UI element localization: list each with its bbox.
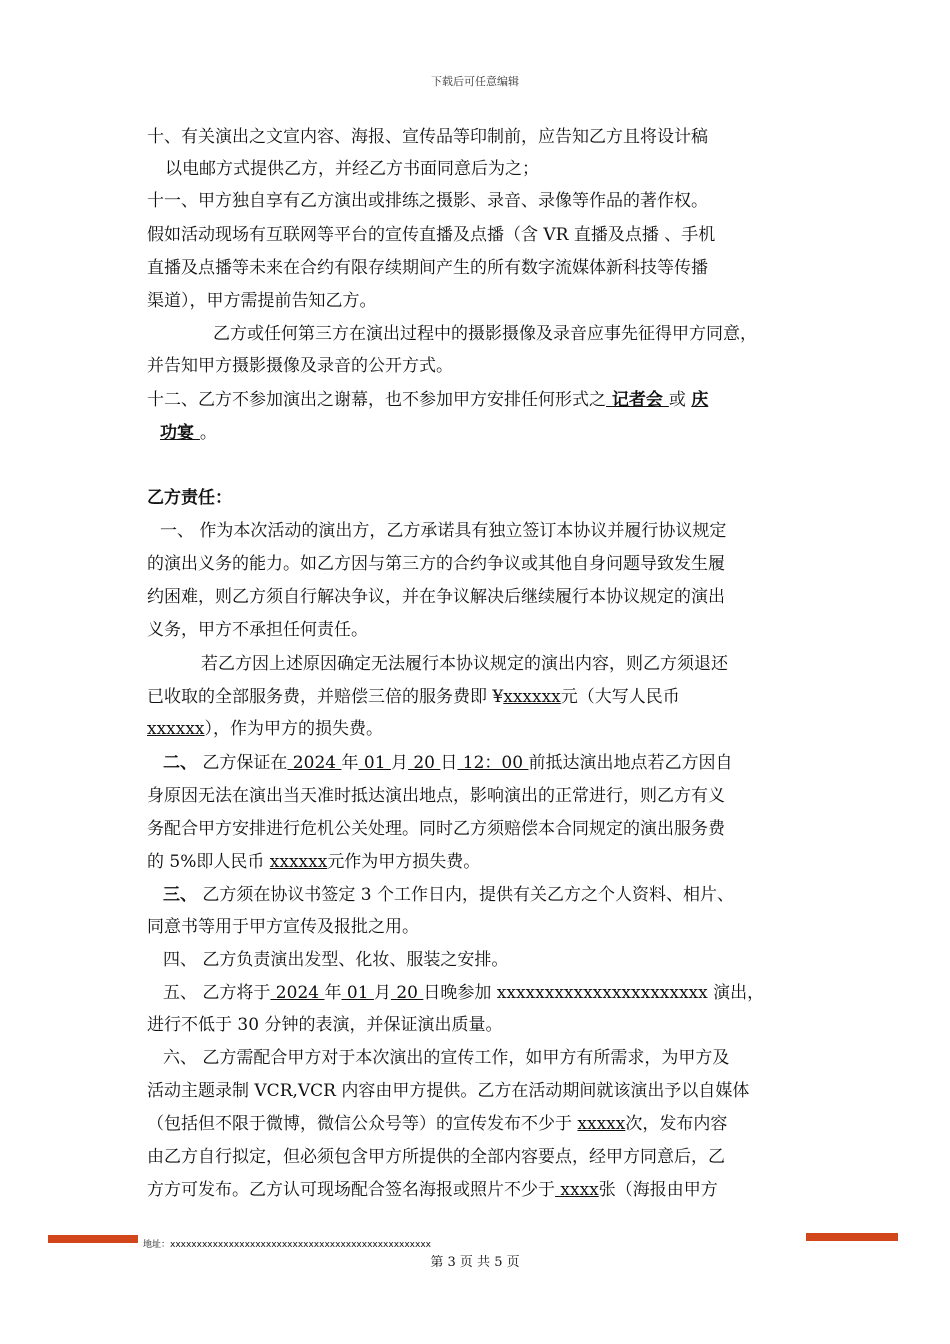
text-span: 的 5%即人民币 (147, 852, 270, 872)
resp-line (147, 1179, 827, 1201)
date-year: 2024 (270, 983, 325, 1003)
text-span: 已收取的全部服务费，并赔偿三倍的服务费即 ¥ (147, 687, 504, 707)
clause-12-or: 或 (668, 390, 692, 410)
section-title: 乙方责任： (147, 488, 232, 508)
clause-number: 二、 (163, 753, 197, 773)
text-span: 次，发布内容 (625, 1114, 728, 1134)
text-span: 元作为甲方损失费。 (327, 852, 481, 872)
date-month: 01 (341, 983, 374, 1003)
text-span: 前抵达演出地点若乙方因自 (528, 753, 733, 773)
paragraph-line: 渠道），甲方需提前告知乙方。 (147, 291, 377, 311)
resp-line: 身原因无法在演出当天准时抵达演出地点，影响演出的正常进行，则乙方有义 (147, 786, 725, 806)
paragraph-line: 以电邮方式提供乙方，并经乙方书面同意后为之； (165, 159, 539, 179)
post-count: xxxxx (577, 1114, 626, 1134)
text-span: 方方可发布。乙方认可现场配合签名海报或照片不少于 (147, 1180, 555, 1200)
paragraph-line: 十一、甲方独自享有乙方演出或排练之摄影、录音、录像等作品的著作权。 (147, 191, 708, 211)
poster-count: xxxx (555, 1180, 599, 1200)
text-span: 乙方须在协议书签定 3 个工作日内，提供有关乙方之个人资料、相片、 (197, 885, 735, 905)
resp-line (147, 1113, 827, 1135)
page-number: 第 3 页 共 5 页 (430, 1255, 520, 1270)
clause-number: 三、 (163, 885, 197, 905)
text-span: 月 (390, 753, 408, 773)
date-day: 20 (407, 753, 441, 773)
date-month: 01 (358, 753, 391, 773)
text-span: 月 (373, 983, 391, 1003)
paragraph-line: 十、有关演出之文宣内容、海报、宣传品等印制前，应告知乙方且将设计稿 (147, 127, 708, 147)
resp-line (163, 752, 843, 774)
press-conference: 记者会 (606, 390, 669, 410)
resp-line: 义务，甲方不承担任何责任。 (147, 620, 368, 640)
clause-12-cont (160, 422, 840, 444)
resp-line (163, 982, 843, 1004)
footer-accent-bar-left (48, 1235, 138, 1243)
resp-line (163, 884, 843, 906)
resp-line (147, 718, 827, 740)
text-span: 年 (341, 753, 359, 773)
clause-12-prefix: 十二、乙方不参加演出之谢幕，也不参加甲方安排任何形式之 (147, 390, 606, 410)
resp-line: 约困难，则乙方须自行解决争议，并在争议解决后继续履行本协议规定的演出 (147, 587, 725, 607)
text-span: 日 (440, 753, 458, 773)
resp-line: 四、 乙方负责演出发型、化妆、服装之安排。 (163, 950, 509, 970)
text-span: ），作为甲方的损失费。 (204, 719, 384, 739)
clause-12 (147, 389, 827, 411)
resp-line: 同意书等用于甲方宣传及报批之用。 (147, 917, 419, 937)
text-span: 元（大写人民币 (560, 687, 680, 707)
fee-amount: xxxxxx (503, 687, 561, 707)
fee-amount-words: xxxxxx (147, 719, 205, 739)
paragraph-line: 并告知甲方摄影摄像及录音的公开方式。 (147, 356, 453, 376)
resp-line: 务配合甲方安排进行危机公关处理。同时乙方须赔偿本合同规定的演出服务费 (147, 819, 725, 839)
penalty-amount: xxxxxx (269, 852, 328, 872)
clause-12-end: 。 (199, 423, 217, 443)
resp-line: 六、 乙方需配合甲方对于本次演出的宣传工作，如甲方有所需求，为甲方及 (163, 1048, 730, 1068)
paragraph-line: 直播及点播等未来在合约有限存续期间产生的所有数字流媒体新科技等传播 (147, 258, 708, 278)
page-header: 下载后可任意编辑 (431, 75, 519, 88)
text-span: 年 (324, 983, 342, 1003)
resp-line: 活动主题录制 VCR,VCR 内容由甲方提供。乙方在活动期间就该演出予以自媒体 (147, 1081, 750, 1101)
resp-line: 由乙方自行拟定，但必须包含甲方所提供的全部内容要点，经甲方同意后，乙 (147, 1147, 725, 1167)
resp-line: 进行不低于 30 分钟的表演，并保证演出质量。 (147, 1015, 503, 1035)
resp-line (147, 851, 827, 873)
resp-line: 的演出义务的能力。如乙方因与第三方的合约争议或其他自身问题导致发生履 (147, 554, 725, 574)
paragraph-line: 乙方或任何第三方在演出过程中的摄影摄像及录音应事先征得甲方同意， (213, 324, 757, 344)
footer-address: 地址：xxxxxxxxxxxxxxxxxxxxxxxxxxxxxxxxxxxxxxxxxxxxxxxxx (143, 1240, 431, 1250)
text-span: 五、 乙方将于 (163, 983, 271, 1003)
footer-accent-bar-right (806, 1233, 898, 1241)
arrival-time: 12：00 (457, 753, 529, 773)
resp-line (147, 686, 827, 708)
paragraph-line: 假如活动现场有互联网等平台的宣传直播及点播（含 VR 直播及点播 、手机 (147, 225, 716, 245)
text-span: （包括但不限于微博，微信公众号等）的宣传发布不少于 (147, 1114, 578, 1134)
celebration-banquet-part1: 庆 (691, 390, 709, 410)
resp-line: 一、 作为本次活动的演出方，乙方承诺具有独立签订本协议并履行协议规定 (160, 521, 727, 541)
date-year: 2024 (287, 753, 342, 773)
resp-line: 若乙方因上述原因确定无法履行本协议规定的演出内容，则乙方须退还 (201, 654, 728, 674)
text-span: 张（海报由甲方 (598, 1180, 718, 1200)
date-day: 20 (390, 983, 424, 1003)
text-span: 日晚参加 xxxxxxxxxxxxxxxxxxxxxx 演出， (423, 983, 765, 1003)
text-span: 乙方保证在 (197, 753, 288, 773)
celebration-banquet-part2: 功宴 (160, 423, 200, 443)
